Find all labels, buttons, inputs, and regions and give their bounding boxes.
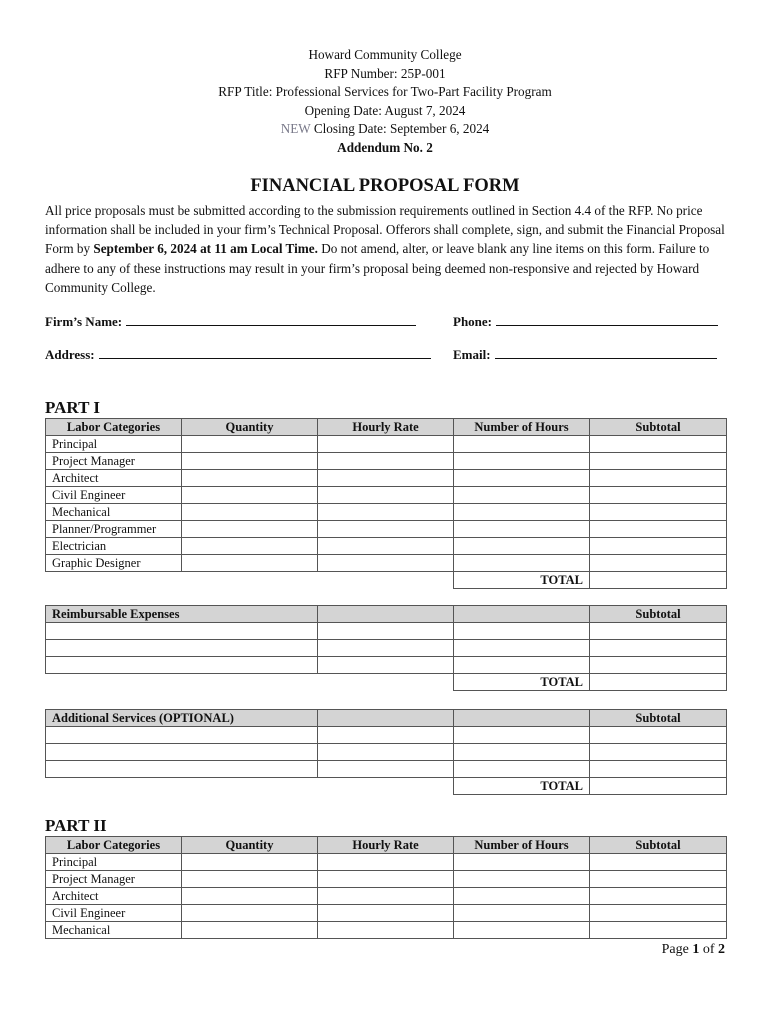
hours-cell[interactable]	[454, 888, 590, 905]
entry-cell[interactable]	[454, 727, 590, 744]
hourly-rate-cell[interactable]	[318, 888, 454, 905]
address-field[interactable]	[45, 347, 431, 363]
intro-paragraph	[45, 201, 735, 297]
hourly-rate-cell[interactable]	[318, 922, 454, 939]
table-row	[46, 905, 727, 922]
entry-cell[interactable]	[318, 657, 454, 674]
subtotal-cell[interactable]	[590, 623, 727, 640]
firm-name-field[interactable]	[45, 314, 416, 330]
entry-cell[interactable]	[454, 623, 590, 640]
firm-name-line[interactable]	[126, 314, 416, 326]
intro-text-2: Do not amend, alter, or leave blank any line items on this form. Failure to adhere to any of these instructions may result in your firm’s proposal being deemed non-responsive and rejected by Howard Community College.	[45, 241, 710, 295]
hourly-rate-cell[interactable]	[318, 905, 454, 922]
college-name: Howard Community College	[308, 47, 462, 62]
additional-header-row	[46, 710, 727, 727]
quantity-cell[interactable]	[182, 487, 318, 504]
total-label: TOTAL	[454, 674, 590, 691]
table-row	[46, 470, 727, 487]
col-labor-categories: Labor Categories	[46, 419, 182, 436]
subtotal-cell[interactable]	[590, 436, 727, 453]
intro-text-1: All price proposals must be submitted according to the submission requirements outlined in Section 4.4 of the RFP. No price information shall be included in your firm’s Technical Proposal. Offerors shall complete, sign, and submit the Financial Proposal Form by	[45, 203, 725, 257]
category-label: Architect	[46, 470, 182, 487]
reimbursable-heading: Reimbursable Expenses	[46, 606, 318, 623]
quantity-cell[interactable]	[182, 905, 318, 922]
category-label: Architect	[46, 888, 182, 905]
hours-cell[interactable]	[454, 504, 590, 521]
email-line[interactable]	[495, 347, 717, 359]
table-row	[46, 922, 727, 939]
page-total: 2	[718, 942, 725, 957]
opening-date: Opening Date: August 7, 2024	[304, 102, 466, 118]
part-1-header-row	[46, 419, 727, 436]
subtotal-cell[interactable]	[590, 470, 727, 487]
hours-cell[interactable]	[454, 538, 590, 555]
part-2-header-row	[46, 837, 727, 854]
quantity-cell[interactable]	[182, 888, 318, 905]
col-hourly-rate: Hourly Rate	[318, 837, 454, 854]
table-row	[46, 436, 727, 453]
hourly-rate-cell[interactable]	[318, 871, 454, 888]
category-label: Electrician	[46, 538, 182, 555]
document-header	[0, 46, 770, 157]
table-row	[46, 504, 727, 521]
rfp-title: RFP Title: Professional Services for Two-Part Facility Program	[218, 84, 552, 99]
subtotal-cell[interactable]	[590, 453, 727, 470]
table-row	[46, 538, 727, 555]
rfp-number: RFP Number: 25P-001	[324, 65, 446, 81]
subtotal-cell[interactable]	[590, 555, 727, 572]
entry-cell[interactable]	[318, 623, 454, 640]
closing-date-line	[0, 120, 770, 139]
hourly-rate-cell[interactable]	[318, 453, 454, 470]
col-labor-categories: Labor Categories	[46, 837, 182, 854]
table-row	[46, 727, 727, 744]
quantity-cell[interactable]	[182, 854, 318, 871]
table-row	[46, 555, 727, 572]
col-quantity: Quantity	[182, 837, 318, 854]
reimbursable-subtotal-heading: Subtotal	[590, 606, 727, 623]
category-label: Project Manager	[46, 453, 182, 470]
entry-cell[interactable]	[318, 640, 454, 657]
quantity-cell[interactable]	[182, 922, 318, 939]
table-row	[46, 761, 727, 778]
subtotal-cell[interactable]	[590, 521, 727, 538]
quantity-cell[interactable]	[182, 436, 318, 453]
intro-deadline: September 6, 2024 at 11 am Local Time.	[93, 241, 318, 257]
col-subtotal: Subtotal	[590, 837, 727, 854]
part-2-table	[45, 836, 727, 939]
total-row	[46, 778, 727, 795]
subtotal-cell[interactable]	[590, 854, 727, 871]
address-line[interactable]	[99, 347, 431, 359]
email-field[interactable]	[453, 347, 717, 363]
table-row	[46, 871, 727, 888]
hourly-rate-cell[interactable]	[318, 555, 454, 572]
col-subtotal: Subtotal	[590, 419, 727, 436]
entry-cell[interactable]	[454, 744, 590, 761]
part-1-table	[45, 418, 727, 589]
hourly-rate-cell[interactable]	[318, 504, 454, 521]
addendum-number: Addendum No. 2	[337, 139, 433, 155]
table-row	[46, 453, 727, 470]
entry-cell[interactable]	[454, 640, 590, 657]
subtotal-cell[interactable]	[590, 871, 727, 888]
hourly-rate-cell[interactable]	[318, 470, 454, 487]
total-row	[46, 572, 727, 589]
hours-cell[interactable]	[454, 470, 590, 487]
total-label: TOTAL	[454, 572, 590, 589]
hours-cell[interactable]	[454, 922, 590, 939]
total-cell[interactable]	[590, 572, 727, 589]
quantity-cell[interactable]	[182, 538, 318, 555]
page-number	[662, 942, 725, 958]
col-hourly-rate: Hourly Rate	[318, 419, 454, 436]
subtotal-cell[interactable]	[590, 761, 727, 778]
hours-cell[interactable]	[454, 871, 590, 888]
expense-cell[interactable]	[46, 657, 318, 674]
email-label: Email:	[453, 347, 491, 362]
additional-heading: Additional Services (OPTIONAL)	[46, 710, 318, 727]
total-cell[interactable]	[590, 778, 727, 795]
quantity-cell[interactable]	[182, 504, 318, 521]
page-prefix: Page	[661, 942, 693, 957]
table-row	[46, 854, 727, 871]
part-2-heading: PART II	[45, 816, 107, 835]
subtotal-cell[interactable]	[590, 538, 727, 555]
category-label: Principal	[46, 436, 182, 453]
hourly-rate-cell[interactable]	[318, 538, 454, 555]
table-row	[46, 640, 727, 657]
closing-date: Closing Date: September 6, 2024	[310, 121, 490, 136]
phone-field[interactable]	[453, 314, 718, 330]
hours-cell[interactable]	[454, 555, 590, 572]
hourly-rate-cell[interactable]	[318, 487, 454, 504]
entry-cell[interactable]	[318, 761, 454, 778]
hourly-rate-cell[interactable]	[318, 854, 454, 871]
additional-subtotal-heading: Subtotal	[590, 710, 727, 727]
hours-cell[interactable]	[454, 905, 590, 922]
additional-services-table	[45, 709, 727, 795]
category-label: Civil Engineer	[46, 487, 182, 504]
firm-name-label: Firm’s Name:	[45, 314, 123, 329]
table-row	[46, 521, 727, 538]
subtotal-cell[interactable]	[590, 504, 727, 521]
col-number-of-hours: Number of Hours	[454, 419, 590, 436]
subtotal-cell[interactable]	[590, 727, 727, 744]
address-label: Address:	[45, 347, 95, 362]
page-current: 1	[692, 942, 700, 957]
hours-cell[interactable]	[454, 521, 590, 538]
quantity-cell[interactable]	[182, 470, 318, 487]
total-cell[interactable]	[590, 674, 727, 691]
table-row	[46, 888, 727, 905]
new-label: NEW	[280, 121, 311, 136]
quantity-cell[interactable]	[182, 521, 318, 538]
category-label: Civil Engineer	[46, 905, 182, 922]
total-row	[46, 674, 727, 691]
category-label: Mechanical	[46, 504, 182, 521]
reimbursable-table	[45, 605, 727, 691]
category-label: Principal	[46, 854, 182, 871]
table-row	[46, 623, 727, 640]
entry-cell[interactable]	[318, 727, 454, 744]
hours-cell[interactable]	[454, 854, 590, 871]
hours-cell[interactable]	[454, 453, 590, 470]
service-cell[interactable]	[46, 727, 318, 744]
expense-cell[interactable]	[46, 623, 318, 640]
hourly-rate-cell[interactable]	[318, 521, 454, 538]
subtotal-cell[interactable]	[590, 487, 727, 504]
category-label: Planner/Programmer	[46, 521, 182, 538]
hours-cell[interactable]	[454, 487, 590, 504]
service-cell[interactable]	[46, 744, 318, 761]
hourly-rate-cell[interactable]	[318, 436, 454, 453]
phone-label: Phone:	[453, 314, 492, 329]
quantity-cell[interactable]	[182, 871, 318, 888]
phone-line[interactable]	[496, 314, 718, 326]
expense-cell[interactable]	[46, 640, 318, 657]
total-label: TOTAL	[454, 778, 590, 795]
col-number-of-hours: Number of Hours	[454, 837, 590, 854]
quantity-cell[interactable]	[182, 555, 318, 572]
table-row	[46, 487, 727, 504]
col-quantity: Quantity	[182, 419, 318, 436]
category-label: Project Manager	[46, 871, 182, 888]
subtotal-cell[interactable]	[590, 657, 727, 674]
page-of: of	[699, 942, 718, 957]
quantity-cell[interactable]	[182, 453, 318, 470]
category-label: Mechanical	[46, 922, 182, 939]
entry-cell[interactable]	[454, 657, 590, 674]
service-cell[interactable]	[46, 761, 318, 778]
reimbursable-header-row	[46, 606, 727, 623]
subtotal-cell[interactable]	[590, 922, 727, 939]
category-label: Graphic Designer	[46, 555, 182, 572]
entry-cell[interactable]	[454, 761, 590, 778]
hours-cell[interactable]	[454, 436, 590, 453]
entry-cell[interactable]	[318, 744, 454, 761]
table-row	[46, 744, 727, 761]
subtotal-cell[interactable]	[590, 905, 727, 922]
form-title: FINANCIAL PROPOSAL FORM	[250, 176, 520, 196]
table-row	[46, 657, 727, 674]
part-1-heading: PART I	[45, 398, 100, 417]
subtotal-cell[interactable]	[590, 888, 727, 905]
subtotal-cell[interactable]	[590, 640, 727, 657]
subtotal-cell[interactable]	[590, 744, 727, 761]
